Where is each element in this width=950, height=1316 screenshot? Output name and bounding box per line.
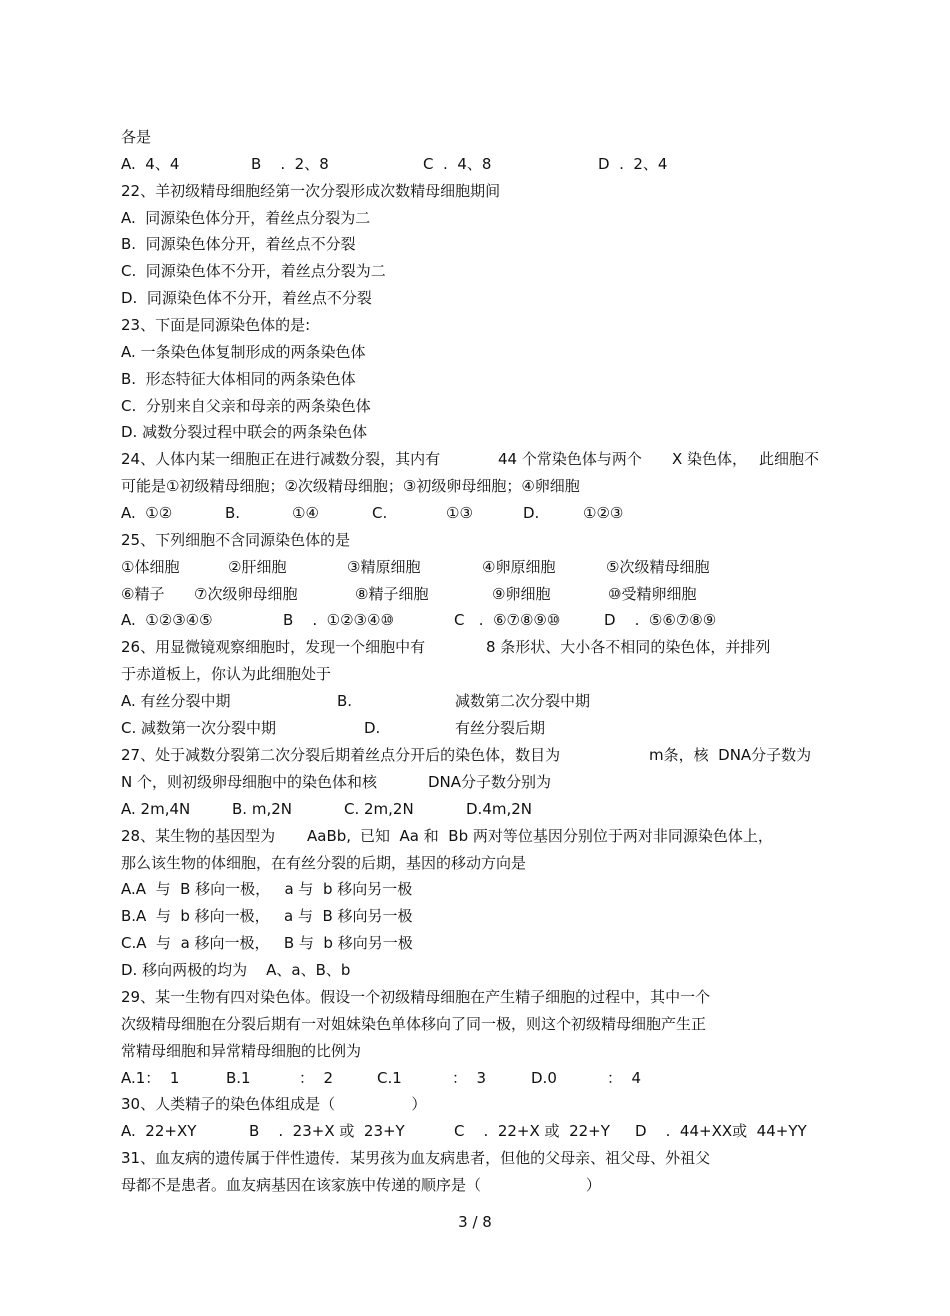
q25-item-10: ⑩受精卵细胞 xyxy=(608,585,697,603)
q22-option-b-text: B. 同源染色体分开，着丝点不分裂 xyxy=(121,235,356,253)
q24-option-d-value: ①②③ xyxy=(583,504,624,522)
q28-option-b xyxy=(121,906,413,926)
q28-stem-line2 xyxy=(121,853,527,873)
q27-stem-part1: 27、处于减数分裂第二次分裂后期着丝点分开后的染色体，数目为 xyxy=(121,746,561,764)
q24-option-b-letter: B. xyxy=(225,504,241,522)
q26-stem-part2: 8 条形状、大小各不相同的染色体，并排列 xyxy=(486,638,771,656)
q26-options-row2 xyxy=(121,718,546,738)
q24-option-c-value: ①③ xyxy=(446,504,473,522)
q22-option-a xyxy=(121,208,371,228)
q27-options xyxy=(121,799,533,819)
q25-item-4: ④卵原细胞 xyxy=(482,558,556,576)
q30-option-b: B . 23+X 或 23+Y xyxy=(249,1122,405,1140)
q24-stem-line2-text: 可能是①初级精母细胞；②次级精母细胞；③初级卵母细胞；④卵细胞 xyxy=(121,477,580,495)
q24-options xyxy=(121,503,624,523)
q25-option-d: D . ⑤⑥⑦⑧⑨ xyxy=(604,611,717,629)
q23-option-d xyxy=(121,422,368,442)
q24-stem-part3: X 染色体， xyxy=(672,450,748,468)
q24-option-b-value: ①④ xyxy=(292,504,319,522)
q24-stem-line2 xyxy=(121,476,580,496)
q28-option-a-text: A.A 与 B 移向一极， a 与 b 移向另一极 xyxy=(121,880,413,898)
q21-option-c: C . 4、8 xyxy=(423,155,492,173)
q21-options xyxy=(121,154,668,174)
q23-option-c xyxy=(121,396,371,416)
q31-stem-line1 xyxy=(121,1148,711,1168)
q23-stem xyxy=(121,315,311,335)
q27-stem-line2-part1: N 个，则初级卵母细胞中的染色体和核 xyxy=(121,773,377,791)
q30-options xyxy=(121,1121,807,1141)
q21-option-b: B . 2、8 xyxy=(251,155,329,173)
q22-stem-text: 22、羊初级精母细胞经第一次分裂形成次数精母细胞期间 xyxy=(121,182,501,200)
q22-option-b xyxy=(121,234,356,254)
q25-item-6: ⑥精子 xyxy=(121,585,165,603)
q26-options-row1 xyxy=(121,691,591,711)
q29-option-a: A.1： 1 xyxy=(121,1069,180,1087)
q21-option-a: A. 4、4 xyxy=(121,155,180,173)
q23-stem-text: 23、下面是同源染色体的是: xyxy=(121,316,311,334)
q21-continuation xyxy=(121,127,152,147)
q22-option-a-text: A. 同源染色体分开，着丝点分裂为二 xyxy=(121,209,371,227)
page-number: 3 / 8 xyxy=(458,1213,492,1231)
q30-option-a: A. 22+XY xyxy=(121,1122,197,1140)
q28-option-d xyxy=(121,960,351,980)
q23-option-a-text: A. 一条染色体复制形成的两条染色体 xyxy=(121,343,366,361)
q29-stem-line1 xyxy=(121,987,711,1007)
q29-option-b-left: B.1 xyxy=(226,1069,251,1087)
q25-stem xyxy=(121,530,351,550)
q29-stem-line1-text: 29、某一生物有四对染色体。假设一个初级精母细胞在产生精子细胞的过程中，其中一个 xyxy=(121,988,711,1006)
q25-item-9: ⑨卵细胞 xyxy=(492,585,551,603)
q22-option-d xyxy=(121,288,372,308)
q27-stem-line2-part2: DNA分子数分别为 xyxy=(428,773,552,791)
q21-stem-tail: 各是 xyxy=(121,128,152,146)
q25-option-c: C . ⑥⑦⑧⑨⑩ xyxy=(454,611,561,629)
q28-option-c-text: C.A 与 a 移向一极， B 与 b 移向另一极 xyxy=(121,934,413,952)
q25-item-2: ②肝细胞 xyxy=(228,558,287,576)
q25-option-b: B . ①②③④⑩ xyxy=(283,611,394,629)
q26-option-b-letter: B. xyxy=(337,692,353,710)
q23-option-b xyxy=(121,369,356,389)
q28-option-c xyxy=(121,933,413,953)
q29-option-d-left: D.0 xyxy=(531,1069,557,1087)
q27-stem-line1 xyxy=(121,745,812,765)
q22-option-c xyxy=(121,261,386,281)
q22-option-c-text: C. 同源染色体不分开，着丝点分裂为二 xyxy=(121,262,386,280)
q24-stem-part1: 24、人体内某一细胞正在进行减数分裂，其内有 xyxy=(121,450,441,468)
q29-stem-line3 xyxy=(121,1041,362,1061)
q29-option-b-right: ： 2 xyxy=(299,1069,334,1087)
q26-stem-part1: 26、用显微镜观察细胞时，发现一个细胞中有 xyxy=(121,638,426,656)
q26-stem-line1 xyxy=(121,637,771,657)
q30-option-d: D . 44+XX或 44+YY xyxy=(635,1122,807,1140)
q28-stem-line1 xyxy=(121,826,773,846)
q26-option-a: A. 有丝分裂中期 xyxy=(121,692,231,710)
q28-stem-line2-text: 那么该生物的体细胞，在有丝分裂的后期，基因的移动方向是 xyxy=(121,854,527,872)
q25-item-5: ⑤次级精母细胞 xyxy=(606,558,710,576)
q24-option-c-letter: C. xyxy=(372,504,388,522)
q21-option-d: D . 2、4 xyxy=(598,155,668,173)
q25-stem-text: 25、下列细胞不含同源染色体的是 xyxy=(121,531,351,549)
q27-stem-part2: m条，核 DNA分子数为 xyxy=(649,746,812,764)
q28-option-a xyxy=(121,879,413,899)
q28-stem-part1: 28、某生物的基因型为 xyxy=(121,827,276,845)
q29-option-d-right: ： 4 xyxy=(607,1069,642,1087)
q26-stem-line2-text: 于赤道板上，你认为此细胞处于 xyxy=(121,665,332,683)
q22-option-d-text: D. 同源染色体不分开，着丝点不分裂 xyxy=(121,289,372,307)
q24-stem-part2: 44 个常染色体与两个 xyxy=(498,450,642,468)
q23-option-b-text: B. 形态特征大体相同的两条染色体 xyxy=(121,370,356,388)
q29-options xyxy=(121,1068,642,1088)
q25-item-7: ⑦次级卵母细胞 xyxy=(194,585,298,603)
q24-stem-part4: 此细胞不 xyxy=(759,450,820,468)
q26-stem-line2 xyxy=(121,664,332,684)
q30-option-c: C . 22+X 或 22+Y xyxy=(454,1122,610,1140)
q30-stem xyxy=(121,1094,427,1114)
q25-options xyxy=(121,610,717,630)
q30-stem-text: 30、人类精子的染色体组成是（ ） xyxy=(121,1095,427,1113)
q25-items-row2 xyxy=(121,584,697,604)
q25-items-row1 xyxy=(121,557,710,577)
q24-option-a: A. ①② xyxy=(121,504,173,522)
q29-option-c-right: ： 3 xyxy=(452,1069,487,1087)
q28-genotype: AaBb, xyxy=(307,827,352,845)
q29-stem-line2 xyxy=(121,1014,707,1034)
q27-stem-line2 xyxy=(121,772,552,792)
q27-option-b: B. m,2N xyxy=(232,800,292,818)
q23-option-a xyxy=(121,342,366,362)
q31-stem-line2-text: 母都不是患者。血友病基因在该家族中传递的顺序是（ ） xyxy=(121,1176,601,1194)
q26-option-d-letter: D. xyxy=(364,719,381,737)
q23-option-d-text: D. 减数分裂过程中联会的两条染色体 xyxy=(121,423,368,441)
q25-item-1: ①体细胞 xyxy=(121,558,180,576)
q26-option-c: C. 减数第一次分裂中期 xyxy=(121,719,277,737)
q27-option-a: A. 2m,4N xyxy=(121,800,191,818)
q26-option-d-value: 有丝分裂后期 xyxy=(455,719,546,737)
q29-option-c-left: C.1 xyxy=(377,1069,402,1087)
q27-option-d: D.4m,2N xyxy=(466,800,533,818)
q25-item-8: ⑧精子细胞 xyxy=(355,585,429,603)
q29-stem-line3-text: 常精母细胞和异常精母细胞的比例为 xyxy=(121,1042,362,1060)
q25-option-a: A. ①②③④⑤ xyxy=(121,611,213,629)
q26-option-b-value: 减数第二次分裂中期 xyxy=(455,692,591,710)
q29-stem-line2-text: 次级精母细胞在分裂后期有一对姐妹染色单体移向了同一极，则这个初级精母细胞产生正 xyxy=(121,1015,707,1033)
q24-stem-line1 xyxy=(121,449,820,469)
q23-option-c-text: C. 分别来自父亲和母亲的两条染色体 xyxy=(121,397,371,415)
q31-stem-line1-text: 31、血友病的遗传属于伴性遗传．某男孩为血友病患者，但他的父母亲、祖父母、外祖父 xyxy=(121,1149,711,1167)
q31-stem-line2 xyxy=(121,1175,601,1195)
q22-stem xyxy=(121,181,501,201)
q28-option-b-text: B.A 与 b 移向一极， a 与 B 移向另一极 xyxy=(121,907,413,925)
q28-option-d-text: D. 移向两极的均为 A、a、B、b xyxy=(121,961,351,979)
q27-option-c: C. 2m,2N xyxy=(344,800,414,818)
q24-option-d-letter: D. xyxy=(523,504,540,522)
q25-item-3: ③精原细胞 xyxy=(347,558,421,576)
q28-stem-part3: 已知 Aa 和 Bb 两对等位基因分别位于两对非同源染色体上， xyxy=(360,827,773,845)
